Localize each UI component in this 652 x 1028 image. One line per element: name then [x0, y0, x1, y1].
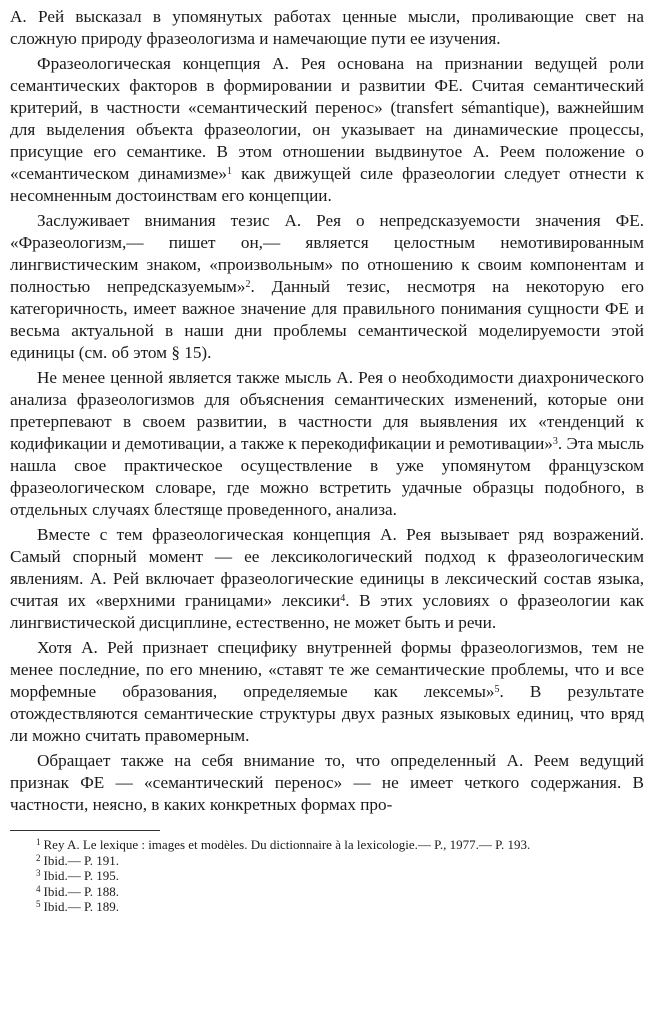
paragraph-text: Заслуживает внимания тезис А. Рея о непредсказуемости значения ФЕ. «Фразеологизм,— пишет он,— является целостным немотивированным лингвистическим знаком, «произвольным» по отношению к своим компонентам и полностью непредсказуемым» — [10, 211, 644, 296]
paragraph-4 — [10, 367, 644, 521]
footnote-number: 2 — [36, 852, 41, 863]
paragraph-text-tail: . Эта мысль нашла свое практическое осуществление в уже упомянутом французском фразеологическом словаре, где можно встретить удачные образцы подобного, в отдельных случаях блестяще проведенного, анализа. — [10, 434, 644, 519]
paragraph-text-tail: как движущей силе фразеологии следует отнести к несомненным достоинствам его концепции. — [10, 164, 644, 205]
paragraph-text: Не менее ценной является также мысль А. Рея о необходимости диахронического анализа фразеологизмов для объяснения семантических изменений, которые они претерпевают в своем развитии, в частности для выявления их «тенденций к кодификации и демотивации, а также к перекодификации и ремотивации» — [10, 368, 644, 453]
paragraph-text-tail: . В этих условиях о фразеологии как лингвистической дисциплине, естественно, не может быть и речи. — [10, 591, 645, 632]
footnote-ref: 2 — [245, 279, 251, 290]
paragraph-text-tail: . В результате отождествляются семантические структуры двух разных языковых единиц, что вряд ли можно считать правомерным. — [10, 682, 645, 745]
footnote-5 — [10, 899, 644, 915]
footnote-1 — [10, 837, 644, 853]
paragraph-3 — [10, 210, 644, 364]
footnote-text: Ibid.— P. 189. — [43, 899, 119, 914]
paragraph-text: Вместе с тем фразеологическая концепция А. Рея вызывает ряд возражений. Самый спорный момент — ее лексикологический подход к фразеологическим явлениям. А. Рей включает фразеологические единицы в лексический состав языка, считая их «верхними границами» лексики — [10, 525, 644, 610]
footnote-ref: 5 — [494, 684, 500, 695]
footnote-divider — [10, 830, 160, 831]
footnote-text: Ibid.— P. 191. — [43, 852, 119, 868]
paragraph-6 — [10, 637, 644, 747]
paragraph-text: Хотя А. Рей признает специфику внутренней формы фразеологизмов, тем не менее последние, по его мнению, «ставят те же семантические проблемы, что и все морфемные образования, определяемые как лексемы» — [10, 638, 644, 701]
footnote-number: 5 — [36, 899, 41, 909]
paragraph-1 — [10, 6, 644, 50]
footnote-3 — [10, 868, 644, 884]
footnote-text: Ibid.— P. 188. — [43, 883, 119, 899]
paragraph-7 — [10, 750, 644, 816]
paragraph-text: А. Рей высказал в упомянутых работах ценные мысли, проливающие свет на сложную природу фразеологизма и намечающие пути ее изучения. — [10, 7, 644, 48]
footnote-text: Ibid.— P. 195. — [43, 868, 119, 883]
footnote-ref: 3 — [552, 436, 558, 447]
paragraph-5 — [10, 524, 644, 634]
footnote-ref: 4 — [340, 593, 346, 604]
paragraph-text-tail: . Данный тезис, несмотря на некоторую его категоричность, имеет важное значение для правильного понимания сущности ФЕ и весьма актуальной в наши дни проблемы семантической моделируемости этой единицы (см. об этом § 15). — [10, 277, 644, 362]
footnote-number: 4 — [36, 883, 41, 894]
footnotes — [10, 837, 644, 915]
paragraph-text: Обращает также на себя внимание то, что определенный А. Реем ведущий признак ФЕ — «семантический перенос» — не имеет четкого содержания. В частности, неясно, в каких конкретных формах про- — [10, 751, 644, 814]
footnote-number: 3 — [36, 868, 41, 878]
footnote-text: Rey A. Le lexique : images et modèles. Du dictionnaire à la lexicologie.— P., 1977.— P. 193. — [43, 837, 531, 852]
footnote-number: 1 — [36, 837, 41, 847]
footnote-ref: 1 — [226, 166, 232, 177]
footnote-4 — [10, 884, 644, 900]
paragraph-2 — [10, 53, 644, 207]
footnote-2 — [10, 853, 644, 869]
paragraph-text: Фразеологическая концепция А. Рея основана на признании ведущей роли семантических факторов в формировании и развитии ФЕ. Считая семантический критерий, в частности «семантический перенос» (transfert sémantique), важнейшим для выделения объекта фразеологии, он указывает на динамические процессы, присущие его семантике. В этом отношении выдвинутое А. Реем положение о «семантическом динамизме» — [10, 54, 644, 183]
